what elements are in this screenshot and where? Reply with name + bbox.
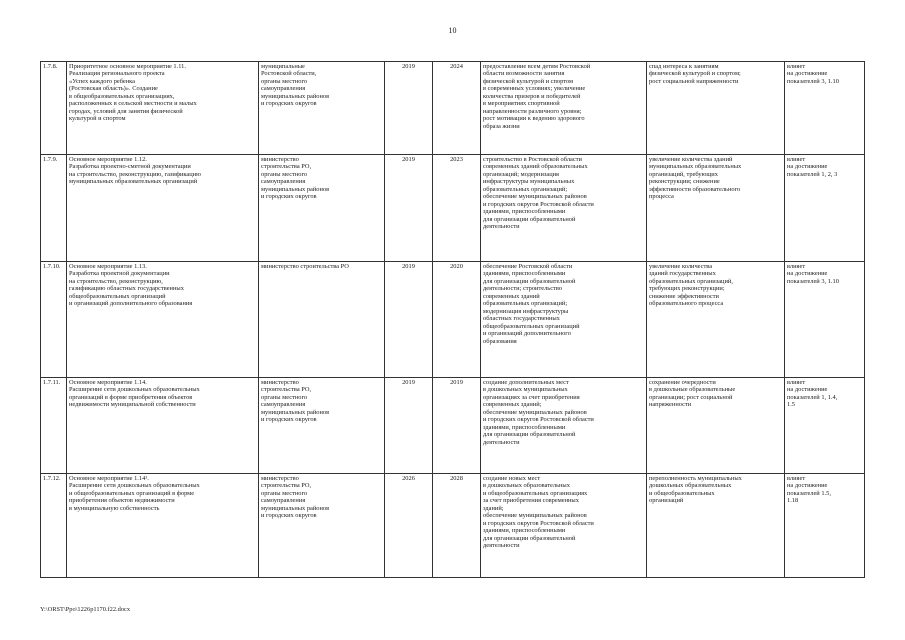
table-row xyxy=(41,474,865,578)
row-number: 1.7.11. xyxy=(41,378,67,474)
executor-cell: министерство строительства РО xyxy=(259,262,385,378)
end-year-cell: 2028 xyxy=(433,474,481,578)
expected-result-cell: предоставление всем детям Ростовской области возможности занятия физической культурой и спортом в современных условиях; увеличение количества призеров и победителей в мероприятиях спортивной направленности различного уровня; рост мотивации к ведению здорового образа жизни xyxy=(481,62,647,155)
expected-result-cell: обеспечение Ростовской области зданиями, приспособленными для организации образовательной деятельности; строительство современных зданий образовательных организаций; модернизация инфраструктуры областных государственных общеобразовательных организаций и организаций дополнительного образования xyxy=(481,262,647,378)
indicator-link-cell: влияет на достижение показателей 3, 1.10 xyxy=(785,62,865,155)
table-row xyxy=(41,378,865,474)
end-year-cell: 2020 xyxy=(433,262,481,378)
consequence-cell: переполненность муниципальных дошкольных образовательных и общеобразовательных организаций xyxy=(647,474,785,578)
start-year-cell: 2019 xyxy=(385,155,433,262)
end-year-cell: 2019 xyxy=(433,378,481,474)
end-year-cell: 2024 xyxy=(433,62,481,155)
activity-cell: Основное мероприятие 1.13. Разработка проектной документации на строительство, реконструкцию, газификацию областных государственных общеобразовательных организаций и организаций дополнительного образования xyxy=(67,262,259,378)
consequence-cell: увеличение количества зданий государственных образовательных организаций, требующих реконструкции; снижение эффективности образовательного процесса xyxy=(647,262,785,378)
consequence-cell: увеличение количества зданий муниципальных образовательных организаций, требующих реконструкции; снижение эффективности образовательного процесса xyxy=(647,155,785,262)
expected-result-cell: строительство в Ростовской области современных зданий образовательных организаций; модернизация инфраструктуры муниципальных образовательных организаций; обеспечение муниципальных районов и городских округов Ростовской области зданиями, приспособленными для организации образовательной деятельности xyxy=(481,155,647,262)
footer-file-path: Y:\ORST\Ppo\1226p1170.f22.docx xyxy=(40,606,131,613)
row-number: 1.7.12. xyxy=(41,474,67,578)
start-year-cell: 2019 xyxy=(385,62,433,155)
start-year-cell: 2019 xyxy=(385,262,433,378)
activity-cell: Основное мероприятие 1.14¹. Расширение сети дошкольных образовательных и общеобразовательных организаций в форме приобретения объектов недвижимости в муниципальную собственность xyxy=(67,474,259,578)
indicator-link-cell: влияет на достижение показателей 1, 2, 3 xyxy=(785,155,865,262)
executor-cell: министерство строительства РО, органы местного самоуправления муниципальных районов и городских округов xyxy=(259,378,385,474)
end-year-cell: 2023 xyxy=(433,155,481,262)
page-number: 10 xyxy=(448,26,457,35)
start-year-cell: 2026 xyxy=(385,474,433,578)
activity-cell: Основное мероприятие 1.14. Расширение сети дошкольных образовательных организаций в форме приобретения объектов недвижимости муниципальной собственности xyxy=(67,378,259,474)
expected-result-cell: создание дополнительных мест в дошкольных муниципальных организациях за счет приобретения современных зданий; обеспечение муниципальных районов и городских округов Ростовской области зданиями, приспособленными для организации образовательной деятельности xyxy=(481,378,647,474)
indicator-link-cell: влияет на достижение показателей 1.5, 1.18 xyxy=(785,474,865,578)
expected-result-cell: создание новых мест в дошкольных образовательных и общеобразовательных организациях за счет приобретения современных зданий; обеспечение муниципальных районов и городских округов Ростовской области зданиями, приспособленными для организации образовательной деятельности xyxy=(481,474,647,578)
executor-cell: министерство строительства РО, органы местного самоуправления муниципальных районов и городских округов xyxy=(259,155,385,262)
consequence-cell: спад интереса к занятиям физической культурой и спортом; рост социальной напряженности xyxy=(647,62,785,155)
indicator-link-cell: влияет на достижение показателей 3, 1.10 xyxy=(785,262,865,378)
row-number: 1.7.10. xyxy=(41,262,67,378)
start-year-cell: 2019 xyxy=(385,378,433,474)
consequence-cell: сохранение очередности в дошкольные образовательные организации; рост социальной напряженности xyxy=(647,378,785,474)
row-number: 1.7.8. xyxy=(41,62,67,155)
table-row xyxy=(41,62,865,155)
activity-cell: Приоритетное основное мероприятие 1.11. Реализация регионального проекта «Успех каждого ребенка (Ростовская область)». Создание в общеобразовательных организациях, расположенных в сельской местности и малых городах, условий для занятия физической культурой и спортом xyxy=(67,62,259,155)
executor-cell: муниципальные Ростовской области, органы местного самоуправления муниципальных районов и городских округов xyxy=(259,62,385,155)
activity-cell: Основное мероприятие 1.12. Разработка проектно-сметной документации на строительство, реконструкцию, газификацию муниципальных образовательных организаций xyxy=(67,155,259,262)
activities-table xyxy=(40,61,865,578)
table-row xyxy=(41,155,865,262)
indicator-link-cell: влияет на достижение показателей 1, 1.4, 1.5 xyxy=(785,378,865,474)
table-row xyxy=(41,262,865,378)
executor-cell: министерство строительства РО, органы местного самоуправления муниципальных районов и городских округов xyxy=(259,474,385,578)
row-number: 1.7.9. xyxy=(41,155,67,262)
